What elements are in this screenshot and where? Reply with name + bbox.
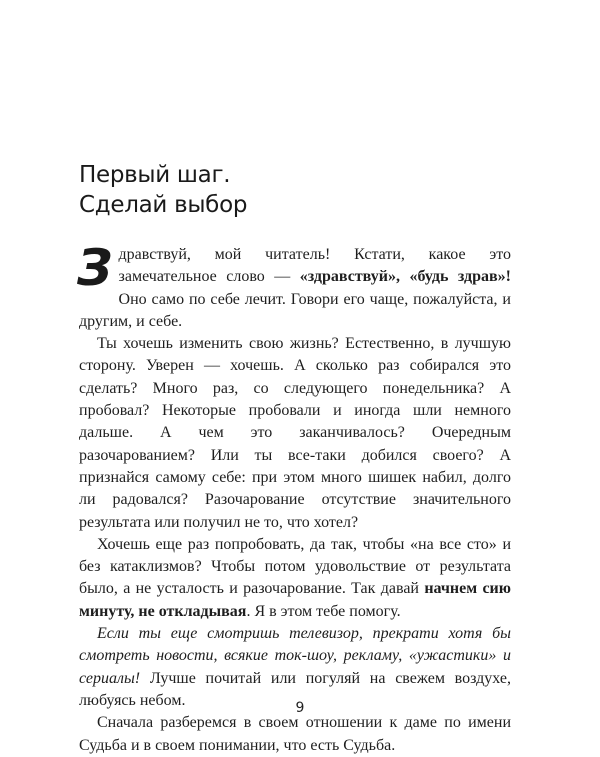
drop-cap: З [77, 239, 113, 297]
paragraph-1 [77, 239, 512, 333]
paragraph-1-bold: «здравствуй», «будь здрав»! [299, 268, 512, 286]
paragraph-3-text-a: Хочешь еще раз попробовать, да так, чтобы «на все сто» и без катаклизмов? Чтобы потом удовольствие от результата было, а не усталость и разочарование. Так давай [79, 535, 511, 598]
paragraph-3-text-b: . Я в этом тебе помогу. [246, 602, 401, 620]
paragraph-2: Ты хочешь изменить свою жизнь? Естественно, в лучшую сторону. Уверен — хочешь. А сколько раз собирался это сделать? Много раз, со следующего понедельника? А пробовал? Некоторые пробовали и иногда шли немного дальше. А чем это заканчивалось? Очередным разочарованием? Или ты все-таки добился своего? А признайся самому себе: при этом много шишек набил, долго ли радовался? Разочарование отсутствие значительного результата или получил не то, что хотел? [79, 335, 511, 531]
body-text [77, 239, 512, 757]
paragraph-3 [79, 534, 511, 623]
paragraph-1-text-a: дравствуй, мой читатель! Кстати, какое это замечательное слово — [118, 246, 511, 286]
chapter-title-line-2: Сделай выбор [79, 192, 248, 218]
paragraph-4-italic: Если ты еще смотришь телевизор, прекрати хотя бы смотреть новости, всякие ток-шоу, рекламу, «ужастики» и сериалы! [79, 625, 511, 687]
chapter-title [79, 160, 247, 220]
paragraph-1-text-b: Оно само по себе лечит. Говори его чаще, пожалуйста, и другим, и себе. [79, 290, 511, 330]
page-number: 9 [295, 700, 305, 716]
paragraph-4 [79, 623, 511, 712]
paragraph-4-normal: Лучше почитай или погуляй на свежем воздухе, любуясь небом. [79, 669, 511, 709]
paragraph-3-bold: начнем сию минуту, не откладывая [79, 580, 511, 620]
chapter-title-line-1: Первый шаг. [79, 162, 231, 188]
paragraph-5: Сначала разберемся в своем отношении к даме по имени Судьба и в своем понимании, что есть Судьба. [79, 714, 511, 754]
